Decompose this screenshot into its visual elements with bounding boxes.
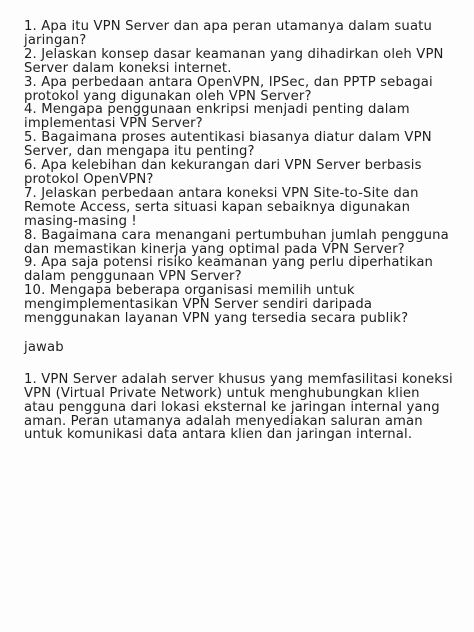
section-spacer — [24, 326, 454, 341]
question-2: 2. Jelaskan konsep dasar keamanan yang dihadirkan oleh VPN Server dalam koneksi internet. — [24, 46, 444, 76]
question-3: 3. Apa perbedaan antara OpenVPN, IPSec, dan PPTP sebagai protokol yang digunakan oleh VPN Server? — [24, 74, 433, 104]
question-1: 1. Apa itu VPN Server dan apa peran utamanya dalam suatu jaringan? — [24, 19, 433, 48]
document-content — [24, 20, 454, 442]
question-4: 4. Mengapa penggunaan enkripsi menjadi penting dalam implementasi VPN Server? — [24, 102, 410, 132]
question-8: 8. Bagaimana cara menangani pertumbuhan jumlah pengguna dan memastikan kinerja yang optimal pada VPN Server? — [24, 227, 449, 257]
question-10: 10. Mengapa beberapa organisasi memilih untuk mengimplementasikan VPN Server sendiri daripada menggunakan layanan VPN yang tersedia secara publik? — [24, 283, 409, 327]
answer-heading: jawab — [24, 339, 64, 355]
section-spacer — [24, 355, 454, 373]
answer-1: 1. VPN Server adalah server khusus yang memfasilitasi koneksi VPN (Virtual Private Network) untuk menghubungkan klien atau pengguna dari lokasi eksternal ke jaringan internal yang aman. Peran utamanya adalah menyediakan saluran aman untuk komunikasi data antara klien dan jaringan internal. — [24, 371, 453, 443]
question-6: 6. Apa kelebihan dan kekurangan dari VPN Server berbasis protokol OpenVPN? — [24, 158, 422, 187]
question-7: 7. Jelaskan perbedaan antara koneksi VPN Site-to-Site dan Remote Access, serta situasi kapan sebaiknya digunakan masing-masing ! — [24, 185, 419, 229]
question-9: 9. Apa saja potensi risiko keamanan yang perlu diperhatikan dalam penggunaan VPN Server? — [24, 255, 434, 285]
question-5: 5. Bagaimana proses autentikasi biasanya diatur dalam VPN Server, dan mengapa itu penting? — [24, 130, 432, 160]
